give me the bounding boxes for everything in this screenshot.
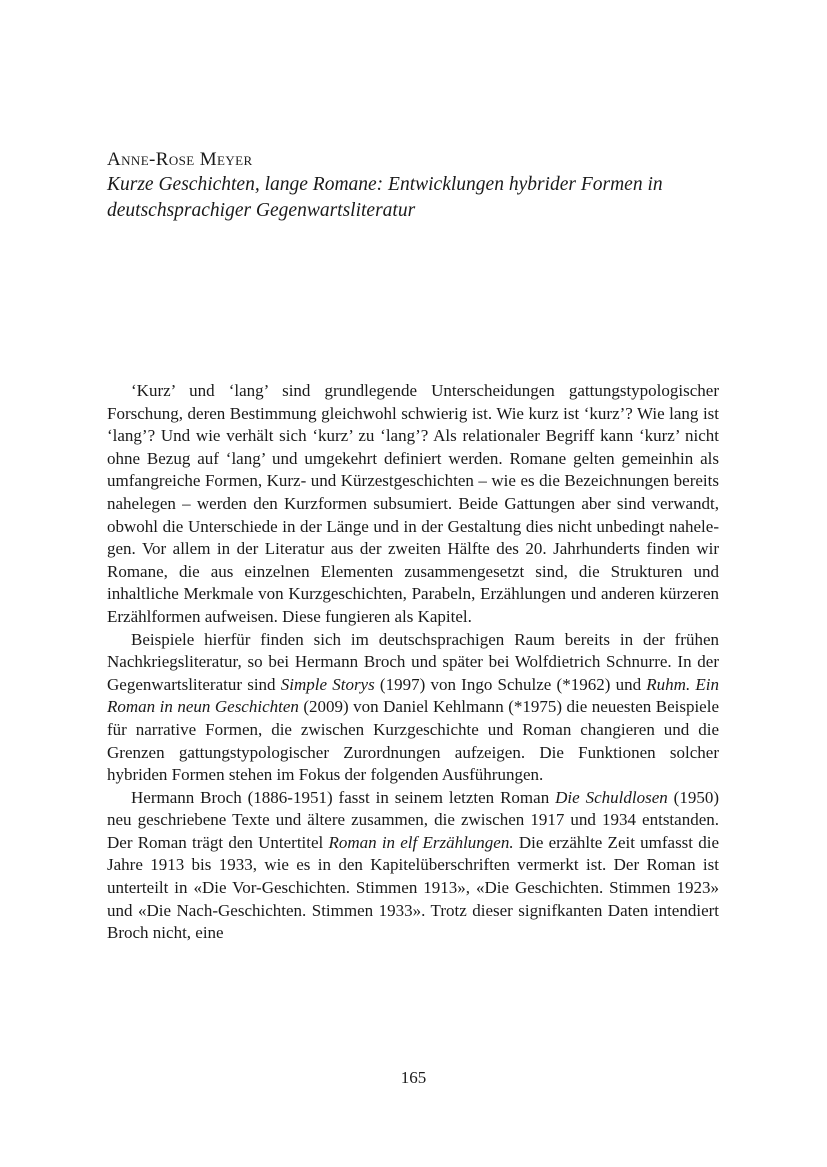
text-run: (2009) von Daniel Kehlmann (*1975) die neuesten Beispiele für narrative Formen, die zwischen Kurzgeschichte und Roman changieren und die Grenzen gattungstypologischer Zurordnungen aufzeigen. Die Funktionen solcher hybriden Formen stehen im Fokus der folgenden Ausführungen. bbox=[107, 697, 719, 785]
text-run: Die erzählte Zeit umfasst die Jahre 1913 bis 1933, wie es in den Kapitelüberschriften vermerkt ist. Der Roman ist unterteilt in «Die Vor-Geschichten. Stimmen 1913», «Die Geschichten. Stimmen 1923» und «Die Nach-Geschichten. Stimmen 1933». Trotz dieser signifkanten Daten intendiert Broch nicht, eine bbox=[107, 832, 720, 943]
chapter-header bbox=[107, 148, 727, 224]
chapter-title bbox=[107, 172, 727, 224]
book-subtitle: Roman in elf Erzählungen. bbox=[328, 832, 514, 852]
paragraph bbox=[107, 787, 719, 945]
body-text bbox=[107, 380, 719, 945]
book-title: Simple Storys bbox=[280, 674, 375, 694]
chapter-title-line-1: Kurze Geschichten, lange Romane: Entwicklungen hybrider Formen in bbox=[107, 174, 663, 195]
book-title: Ruhm. Ein Roman in neun Geschichten bbox=[107, 674, 720, 717]
paragraph bbox=[107, 380, 719, 629]
paragraph bbox=[107, 629, 719, 787]
book-title: Die Schuldlosen bbox=[555, 787, 668, 807]
text-run: Beispiele hierfür finden sich im deutschsprachigen Raum bereits in der frühen Nachkriegsliteratur, so bei Hermann Broch und später bei Wolfdietrich Schnurre. In der Gegenwartsliteratur sind bbox=[107, 629, 719, 694]
author-name: Anne-Rose Meyer bbox=[107, 149, 253, 170]
text-run: (1950) neu geschriebene Texte und ältere zusammen, die zwischen 1917 und 1934 entstanden. Der Roman trägt den Untertitel bbox=[107, 787, 719, 852]
chapter-title-line-2: deutschsprachiger Gegenwartsliteratur bbox=[107, 200, 416, 221]
text-run: Hermann Broch (1886-1951) fasst in seinem letzten Roman bbox=[131, 787, 556, 807]
text-run: (1997) von Ingo Schulze (*1962) und bbox=[374, 674, 647, 694]
text-run: ‘Kurz’ und ‘lang’ sind grundlegende Unterscheidungen gattungstypologischer Forschung, deren Bestimmung gleichwohl schwierig ist. Wie kurz ist ‘kurz’? Wie lang ist ‘lang’? Und wie verhält sich ‘kurz’ zu ‘lang’? Als relationaler Begriff kann ‘kurz’ nicht ohne Bezug auf ‘lang’ und umgekehrt definiert werden. Romane gelten gemeinhin als umfangreiche Formen, Kurz- und Kürzestgeschichten – wie es die Bezeichnungen bereits nahelegen – werden den Kurzformen subsumiert. Beide Gattungen aber sind verwandt, obwohl die Unterschiede in der Länge und in der Gestaltung dies nicht unbedingt nahelegen. Vor allem in der Literatur aus der zweiten Hälfte des 20. Jahrhunderts finden wir Romane, die aus einzelnen Elementen zusammengesetzt sind, die Strukturen und inhaltliche Merkmale von Kurzgeschichten, Parabeln, Erzählungen und anderen kürzeren Erzählformen aufweisen. Diese fungieren als Kapitel. bbox=[107, 381, 719, 626]
page-number: 165 bbox=[400, 1068, 427, 1087]
